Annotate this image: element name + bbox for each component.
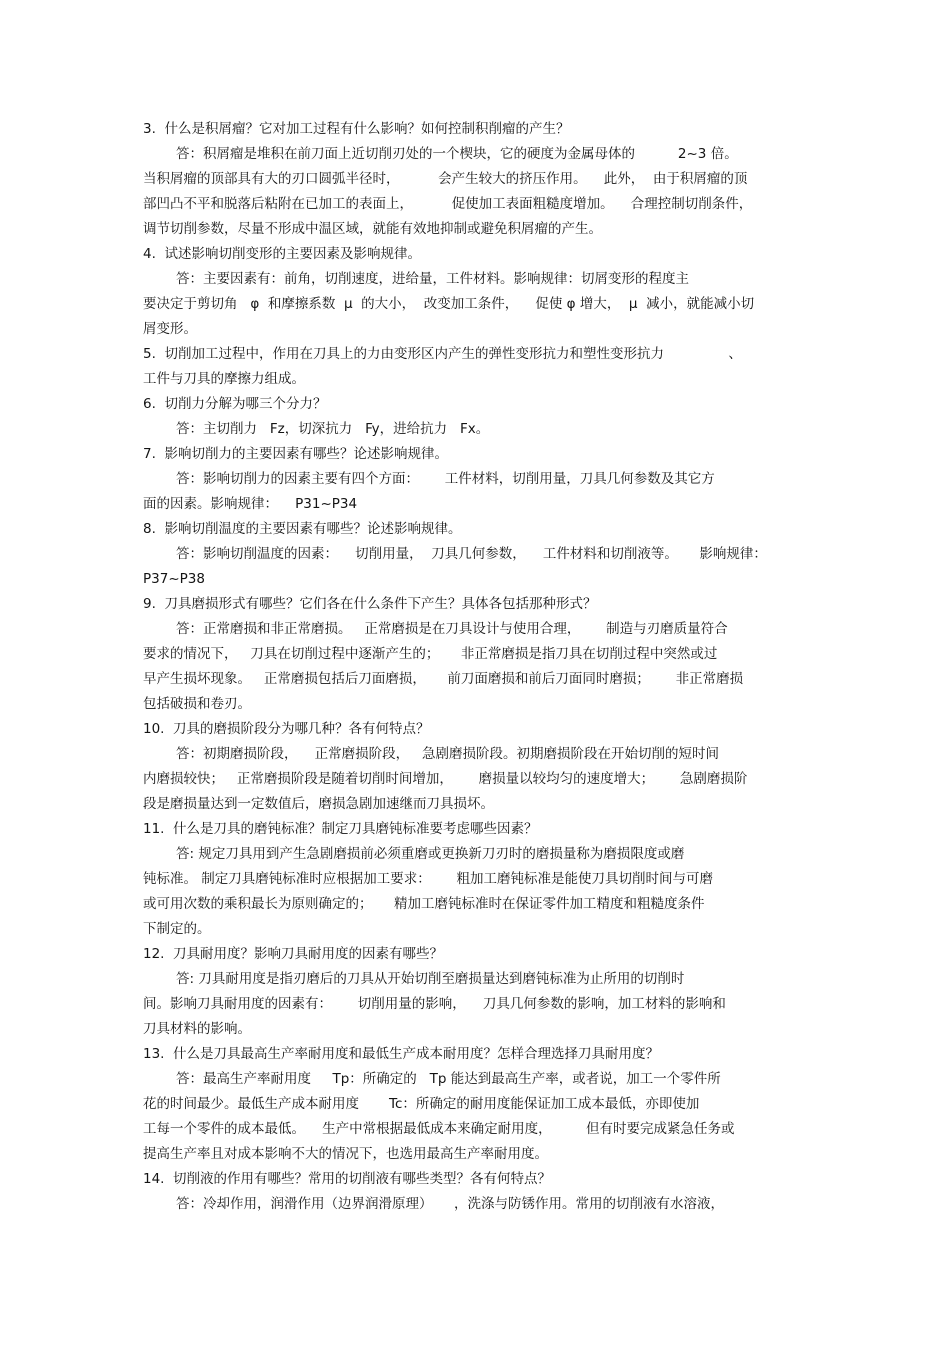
- text-line: 调节切削参数，尽量不形成中温区域，就能有效地抑制或避免积屑瘤的产生。: [143, 221, 602, 237]
- text-line: 工件与刀具的摩擦力组成。: [143, 371, 305, 387]
- answer-line: 答：初期磨损阶段， 正常磨损阶段， 急剧磨损阶段。初期磨损阶段在开始切削的短时间: [176, 746, 720, 762]
- answer-line: 答：正常磨损和非正常磨损。 正常磨损是在刀具设计与使用合理， 制造与刃磨质量符合: [176, 621, 728, 637]
- text-line: 提高生产率且对成本影响不大的情况下，也选用最高生产率耐用度。: [143, 1146, 548, 1162]
- text-line: 花的时间最少。最低生产成本耐用度 Tc：所确定的耐用度能保证加工成本最低，亦即使加: [143, 1096, 700, 1112]
- text-line: 13. 什么是刀具最高生产率耐用度和最低生产成本耐用度？怎样合理选择刀具耐用度？: [143, 1046, 660, 1062]
- answer-line: 答：冷却作用，润滑作用（边界润滑原理） ，洗涤与防锈作用。常用的切削液有水溶液，: [176, 1196, 724, 1212]
- text-line: 早产生损坏现象。 正常磨损包括后刀面磨损， 前刀面磨损和前后刀面同时磨损； 非正常磨损: [143, 671, 744, 687]
- answer-line: 答：主要因素有：前角，切削速度，进给量，工件材料。影响规律：切屑变形的程度主: [176, 271, 689, 287]
- text-line: P37~P38: [143, 571, 205, 587]
- answer-line: 答：影响切削力的因素主要有四个方面： 工件材料，切削用量，刀具几何参数及其它方: [176, 471, 715, 487]
- text-line: 8. 影响切削温度的主要因素有哪些？论述影响规律。: [143, 521, 462, 537]
- text-line: 7. 影响切削力的主要因素有哪些？论述影响规律。: [143, 446, 448, 462]
- text-line: 下制定的。: [143, 921, 211, 937]
- text-line: 3. 什么是积屑瘤？它对加工过程有什么影响？如何控制积削瘤的产生？: [143, 121, 570, 137]
- text-line: 内磨损较快； 正常磨损阶段是随着切削时间增加， 磨损量以较均匀的速度增大； 急剧磨损阶: [143, 771, 748, 787]
- answer-line: 答：主切削力 Fz，切深抗力 Fy，进给抗力 Fx。: [176, 421, 490, 437]
- text-line: 11. 什么是刀具的磨钝标准？制定刀具磨钝标准要考虑哪些因素？: [143, 821, 538, 837]
- text-line: 14. 切削液的作用有哪些？常用的切削液有哪些类型？各有何特点？: [143, 1171, 552, 1187]
- text-line: 部凹凸不平和脱落后粘附在已加工的表面上， 促使加工表面粗糙度增加。 合理控制切削条件，: [143, 196, 753, 212]
- text-line: 钝标准。 制定刀具磨钝标准时应根据加工要求： 粗加工磨钝标准是能使刀具切削时间与可磨: [143, 871, 714, 887]
- text-line: 5. 切削加工过程中，作用在刀具上的力由变形区内产生的弹性变形抗力和塑性变形抗力 、: [143, 346, 742, 362]
- answer-line: 答：最高生产率耐用度 Tp：所确定的 Tp 能达到最高生产率，或者说，加工一个零件所: [176, 1071, 721, 1087]
- text-line: 段是磨损量达到一定数值后，磨损急剧加速继而刀具损坏。: [143, 796, 494, 812]
- answer-line: 答: 刀具耐用度是指刃磨后的刀具从开始切削至磨损量达到磨钝标准为止所用的切削时: [176, 971, 685, 987]
- document-body: [143, 117, 818, 1217]
- text-line: 工每一个零件的成本最低。 生产中常根据最低成本来确定耐用度， 但有时要完成紧急任务或: [143, 1121, 735, 1137]
- text-line: 间。影响刀具耐用度的因素有： 切削用量的影响， 刀具几何参数的影响，加工材料的影响和: [143, 996, 726, 1012]
- text-line: 屑变形。: [143, 321, 197, 337]
- text-line: 12. 刀具耐用度？影响刀具耐用度的因素有哪些？: [143, 946, 444, 962]
- text-line: 10. 刀具的磨损阶段分为哪几种？各有何特点？: [143, 721, 430, 737]
- text-line: 6. 切削力分解为哪三个分力？: [143, 396, 327, 412]
- text-line: 9. 刀具磨损形式有哪些？它们各在什么条件下产生？具体各包括那种形式？: [143, 596, 597, 612]
- answer-line: 答: 规定刀具用到产生急剧磨损前必须重磨或更换新刀刃时的磨损量称为磨损限度或磨: [176, 846, 685, 862]
- text-line: 要决定于剪切角 φ 和摩擦系数 μ 的大小， 改变加工条件， 促使 φ 增大， μ 减小，就能减小切: [143, 296, 755, 312]
- answer-line: 答：影响切削温度的因素： 切削用量， 刀具几何参数， 工件材料和切削液等。 影响规律：: [176, 546, 767, 562]
- text-line: 或可用次数的乘积最长为原则确定的； 精加工磨钝标准时在保证零件加工精度和粗糙度条件: [143, 896, 705, 912]
- answer-line: 答：积屑瘤是堆积在前刀面上近切削刃处的一个楔块，它的硬度为金属母体的 2~3 倍。: [176, 146, 738, 162]
- text-line: 4. 试述影响切削变形的主要因素及影响规律。: [143, 246, 421, 262]
- text-line: 包括破损和卷刃。: [143, 696, 251, 712]
- text-line: 刀具材料的影响。: [143, 1021, 251, 1037]
- text-line: 要求的情况下， 刀具在切削过程中逐渐产生的； 非正常磨损是指刀具在切削过程中突然或过: [143, 646, 718, 662]
- text-line: 当积屑瘤的顶部具有大的刃口圆弧半径时， 会产生较大的挤压作用。 此外， 由于积屑瘤的顶: [143, 171, 748, 187]
- text-line: 面的因素。影响规律： P31~P34: [143, 496, 358, 512]
